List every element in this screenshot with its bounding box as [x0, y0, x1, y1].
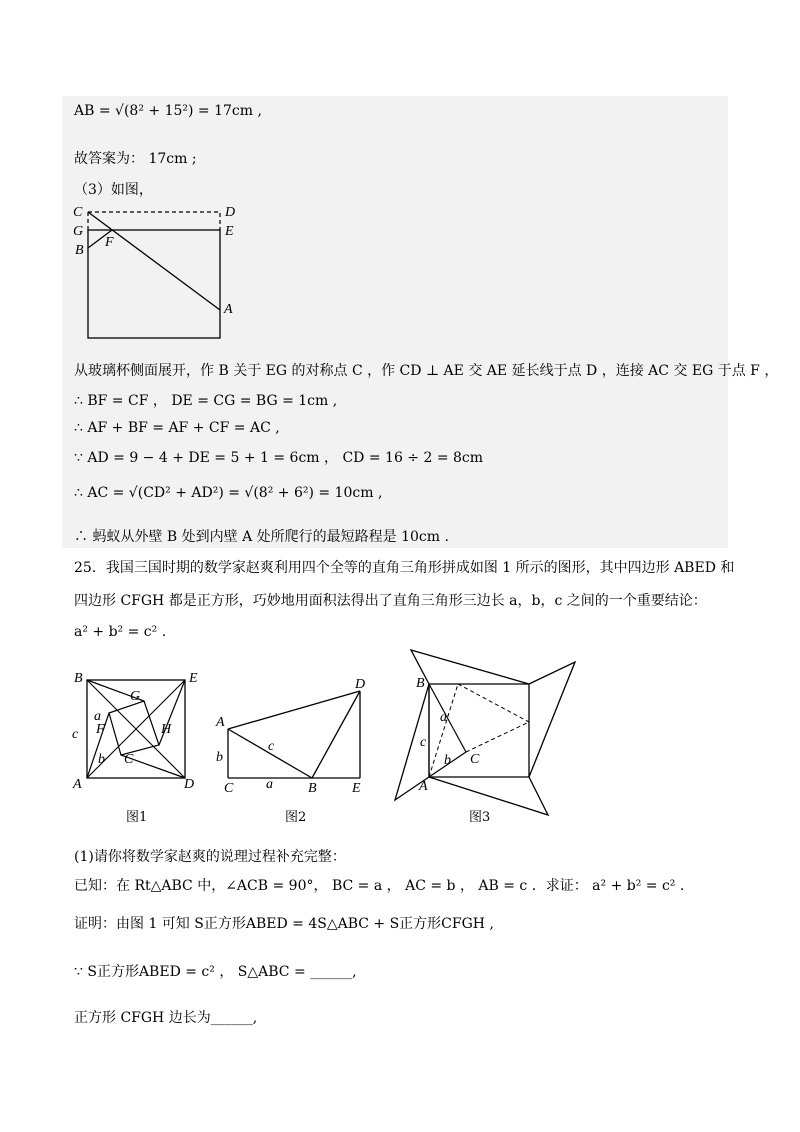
- part3-line: （3）如图，: [74, 182, 153, 198]
- fig2-label-e: E: [352, 781, 361, 796]
- fig1-label-c: C: [124, 752, 134, 767]
- explain-line: 从玻璃杯侧面展开，作 B 关于 EG 的对称点 C ，作 CD ⊥ AE 交 AE 延长线于点 D ，连接 AC 交 EG 于点 F ，: [74, 363, 779, 379]
- fig2-label-a: A: [216, 715, 225, 730]
- fig3-label-c: C: [470, 752, 480, 767]
- label-c: C: [73, 205, 83, 220]
- fig3-label-c-side: c: [420, 735, 427, 750]
- fig2-label-a-side: a: [266, 777, 273, 792]
- fig1-label-c-side: c: [72, 727, 79, 742]
- side-line: 正方形 CFGH 边长为______,: [74, 1010, 258, 1026]
- because-line: ∵ S正方形ABED = c² ， S△ABC = ______,: [74, 964, 357, 980]
- fig3-label-a-side: a: [440, 710, 447, 725]
- fig1-label-b-side: b: [98, 752, 105, 767]
- fig3-label-a: A: [419, 779, 428, 794]
- eq3-line: ∵ AD = 9 − 4 + DE = 5 + 1 = 6cm ， CD = 16 ÷ 2 = 8cm: [74, 450, 484, 466]
- q25-formula: a² + b² = c² .: [74, 624, 167, 640]
- answer-line: 故答案为： 17cm ;: [74, 151, 197, 167]
- proof-line: 证明：由图 1 可知 S正方形ABED = 4S△ABC + S正方形CFGH ,: [74, 916, 494, 932]
- fig1-caption: 图1: [126, 810, 148, 825]
- eq4-line: ∴ AC = √(CD² + AD²) = √(8² + 6²) = 10cm ,: [74, 485, 383, 501]
- conclusion-line: ∴ 蚂蚁从外壁 B 处到内壁 A 处所爬行的最短路程是 10cm .: [74, 529, 449, 545]
- fig1-label-a: A: [73, 777, 82, 792]
- label-f: F: [105, 235, 114, 250]
- fig1-label-e: E: [189, 671, 198, 686]
- fig1-label-d: D: [184, 777, 195, 792]
- fig2-label-c: C: [224, 781, 234, 796]
- fig2-caption: 图2: [285, 810, 307, 825]
- fig2-label-b: B: [308, 781, 317, 796]
- fig3-label-b: B: [416, 676, 425, 691]
- fig3-label-b-side: b: [444, 753, 451, 768]
- label-g: G: [73, 224, 84, 239]
- q25-intro-line1: 25．我国三国时期的数学家赵爽利用四个全等的直角三角形拼成如图 1 所示的图形，其中四边形 ABED 和: [74, 560, 735, 576]
- q25-intro-line2: 四边形 CFGH 都是正方形，巧妙地用面积法得出了直角三角形三边长 a，b，c 之间的一个重要结论：: [74, 593, 707, 609]
- sub1-line: (1)请你将数学家赵爽的说理过程补充完整：: [74, 849, 346, 865]
- label-d: D: [225, 205, 236, 220]
- label-a: A: [224, 302, 233, 317]
- fig1-label-g: G: [130, 689, 141, 704]
- eq2-line: ∴ AF + BF = AF + CF = AC ,: [74, 420, 280, 436]
- fig2-label-b-side: b: [216, 750, 223, 765]
- fig1-label-h: H: [161, 722, 172, 737]
- fig2-label-c-side: c: [268, 739, 275, 754]
- fig1-label-a-side: a: [94, 709, 101, 724]
- fig1-label-f: F: [96, 722, 105, 737]
- label-e: E: [225, 224, 234, 239]
- fig3-caption: 图3: [469, 810, 491, 825]
- label-b: B: [75, 243, 84, 258]
- fig2-label-d: D: [355, 677, 366, 692]
- line-ab: AB = √(8² + 15²) = 17cm ,: [74, 103, 262, 119]
- known-line: 已知：在 Rt△ABC 中，∠ACB = 90°， BC = a ， AC = b ， AB = c ．求证： a² + b² = c² .: [74, 878, 685, 894]
- fig1-label-b: B: [74, 671, 83, 686]
- eq1-line: ∴ BF = CF ， DE = CG = BG = 1cm ,: [74, 393, 338, 409]
